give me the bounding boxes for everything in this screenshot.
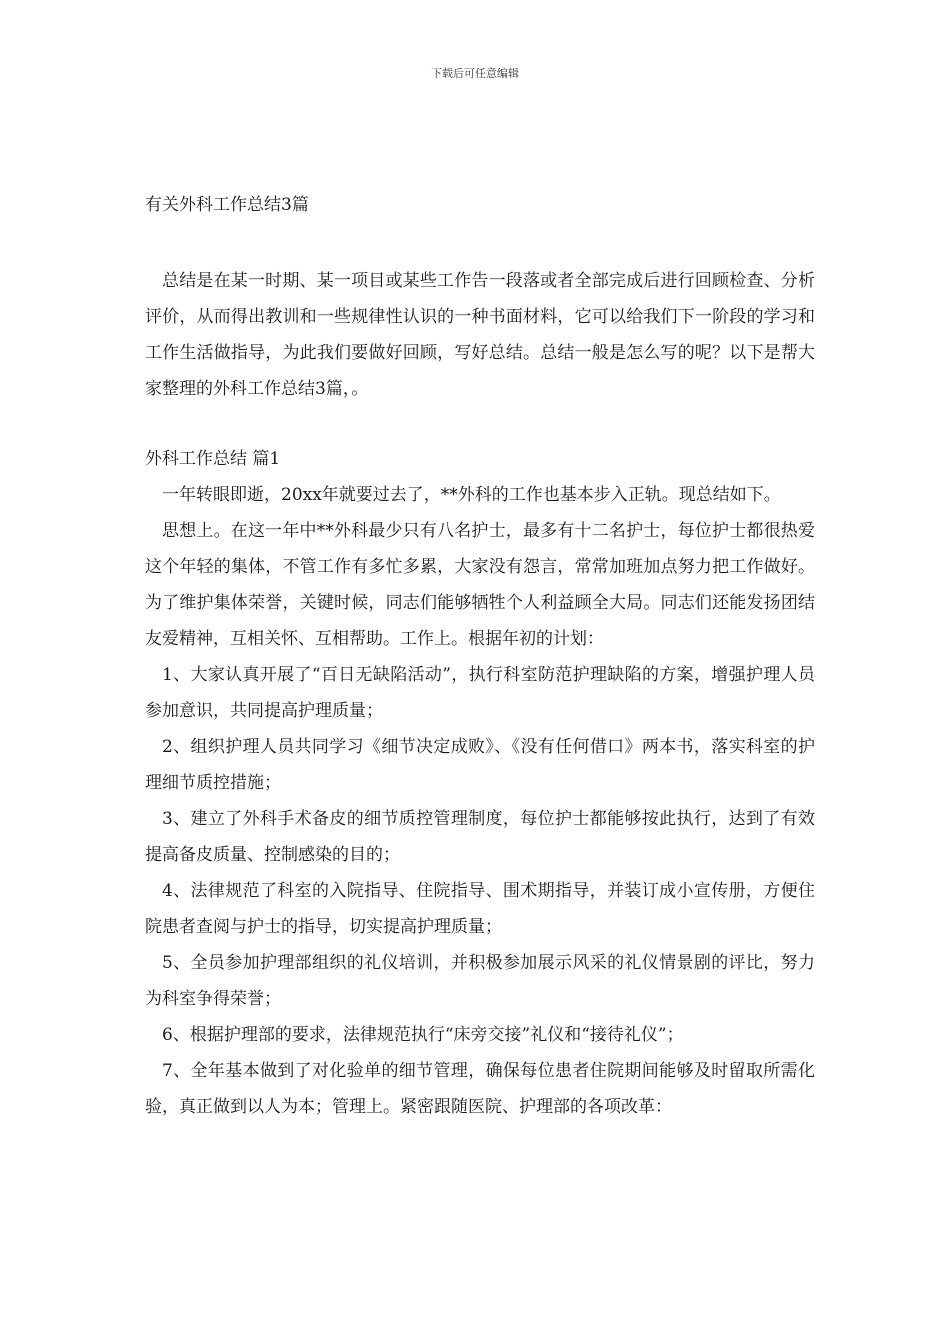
list-item-3: 3、建立了外科手术备皮的细节质控管理制度，每位护士都能够按此执行，达到了有效提高备皮质量、控制感染的目的； <box>145 809 815 865</box>
paragraph-opening: 一年转眼即逝，20xx年就要过去了，**外科的工作也基本步入正轨。现总结如下。 <box>162 485 781 505</box>
document-title: 有关外科工作总结3篇 <box>145 195 309 215</box>
list-item-7: 7、全年基本做到了对化验单的细节管理，确保每位患者住院期间能够及时留取所需化验，真正做到以人为本；管理上。紧密跟随医院、护理部的各项改革： <box>145 1061 815 1117</box>
list-item-5: 5、全员参加护理部组织的礼仪培训，并积极参加展示风采的礼仪情景剧的评比，努力为科室争得荣誉； <box>145 953 815 1009</box>
paragraph-ideology: 思想上。在这一年中**外科最少只有八名护士，最多有十二名护士，每位护士都很热爱这个年轻的集体，不管工作有多忙多累，大家没有怨言，常常加班加点努力把工作做好。为了维护集体荣誉，关键时候，同志们能够牺牲个人利益顾全大局。同志们还能发扬团结友爱精神，互相关怀、互相帮助。工作上。根据年初的计划： <box>145 521 815 649</box>
section-1 <box>145 441 815 1125</box>
list-item-1: 1、大家认真开展了“百日无缺陷活动”，执行科室防范护理缺陷的方案，增强护理人员参加意识，共同提高护理质量； <box>145 665 815 721</box>
list-item-2: 2、组织护理人员共同学习《细节决定成败》、《没有任何借口》两本书，落实科室的护理细节质控措施； <box>145 737 815 793</box>
intro-paragraph: 总结是在某一时期、某一项目或某些工作告一段落或者全部完成后进行回顾检查、分析评价，从而得出教训和一些规律性认识的一种书面材料，它可以给我们下一阶段的学习和工作生活做指导，为此我们要做好回顾，写好总结。总结一般是怎么写的呢？以下是帮大家整理的外科工作总结3篇，。 <box>145 271 815 399</box>
page-header-note: 下载后可任意编辑 <box>431 67 519 80</box>
intro-block <box>145 263 815 407</box>
list-item-4: 4、法律规范了科室的入院指导、住院指导、围术期指导，并装订成小宣传册，方便住院患者查阅与护士的指导，切实提高护理质量； <box>145 881 815 937</box>
section-heading: 外科工作总结 篇1 <box>145 449 281 469</box>
list-item-6: 6、根据护理部的要求，法律规范执行“床旁交接”礼仪和“接待礼仪”； <box>162 1025 684 1045</box>
